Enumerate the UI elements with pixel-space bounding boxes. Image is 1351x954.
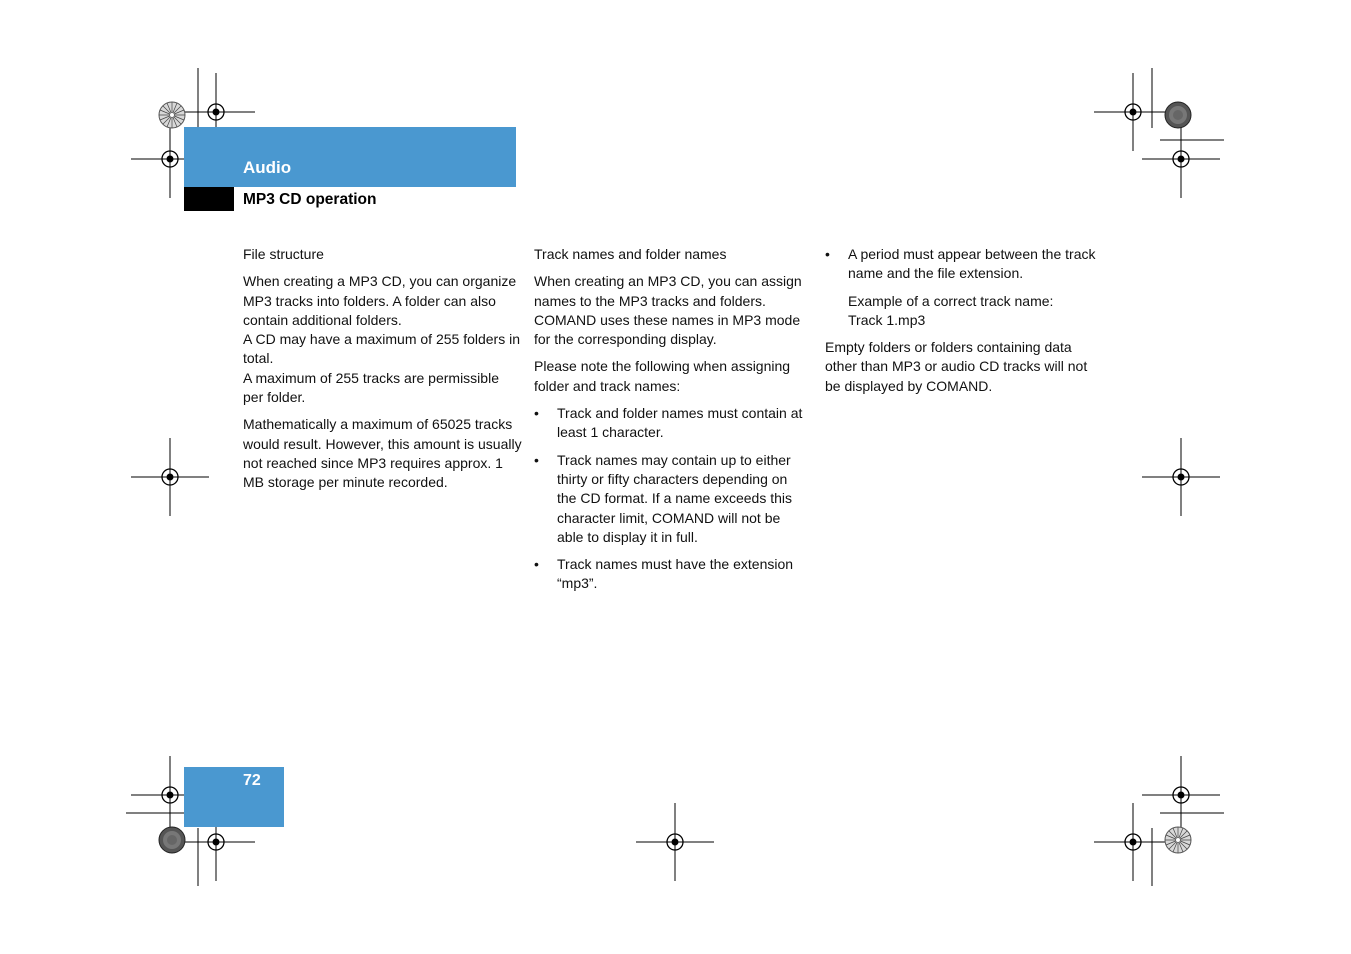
radial-registration-target xyxy=(1165,827,1191,853)
example xyxy=(825,292,1105,331)
header-tab-marker xyxy=(184,187,234,211)
column-track-folder-names xyxy=(534,245,809,602)
paragraph: Please note the following when assigning folder and track names: xyxy=(534,358,791,394)
sentence: When creating a MP3 CD, you can organize MP3 tracks into folders. A folder can also contain additional folders. xyxy=(243,273,517,328)
column-heading: Track names and folder names xyxy=(534,246,727,262)
crosshair-registration-mark xyxy=(1094,73,1172,151)
crosshair-registration-mark xyxy=(636,803,714,881)
radial-registration-target xyxy=(159,827,185,853)
list-item-text: Track and folder names must contain at least 1 character. xyxy=(557,405,803,441)
sentence: A CD may have a maximum of 255 folders in total. xyxy=(243,331,521,367)
bullet-icon: • xyxy=(534,556,539,573)
example-label: Example of a correct track name: xyxy=(848,292,1054,309)
column-file-structure xyxy=(243,245,523,501)
paragraph xyxy=(243,272,523,407)
list-item xyxy=(825,245,1105,284)
paragraph: Mathematically a maximum of 65025 tracks would result. However, this amount is usually not reached since MP3 requires approx. 1 MB storage per minute recorded. xyxy=(243,416,522,491)
example-value: Track 1.mp3 xyxy=(848,311,926,328)
list-item-text: A period must appear between the track name and the file extension. xyxy=(848,246,1096,282)
column-heading: File structure xyxy=(243,246,324,262)
subsection-title: MP3 CD operation xyxy=(243,191,377,208)
list-item xyxy=(534,555,809,594)
bullet-icon: • xyxy=(534,405,539,422)
list-item-text: Track names must have the extension “mp3”. xyxy=(557,556,794,592)
list-item-text: Track names may contain up to either thirty or fifty characters depending on the CD format. If a name exceeds this character limit, COMAND will not be able to display it in full. xyxy=(557,451,792,545)
bullet-icon: • xyxy=(825,246,830,262)
header-band xyxy=(184,127,516,187)
section-title: Audio xyxy=(243,158,292,177)
radial-registration-target xyxy=(159,102,185,128)
page-number: 72 xyxy=(243,772,261,789)
page-number-box xyxy=(184,767,284,827)
paragraph: Empty folders or folders containing data other than MP3 or audio CD tracks will not be displayed by COMAND. xyxy=(825,339,1088,394)
crosshair-registration-mark xyxy=(1142,756,1220,834)
radial-registration-target xyxy=(1165,102,1191,128)
column-naming-rules xyxy=(825,245,1105,404)
bullet-icon: • xyxy=(534,451,539,468)
list-item xyxy=(534,404,809,443)
crosshair-registration-mark xyxy=(1142,120,1220,198)
crosshair-registration-mark xyxy=(131,438,209,516)
sentence: A maximum of 255 tracks are permissible per folder. xyxy=(243,369,499,406)
paragraph: When creating an MP3 CD, you can assign names to the MP3 tracks and folders. COMAND uses these names in MP3 mode for the corresponding display. xyxy=(534,273,802,348)
crosshair-registration-mark xyxy=(1094,803,1172,881)
list-item xyxy=(534,451,809,547)
crosshair-registration-mark xyxy=(1142,438,1220,516)
